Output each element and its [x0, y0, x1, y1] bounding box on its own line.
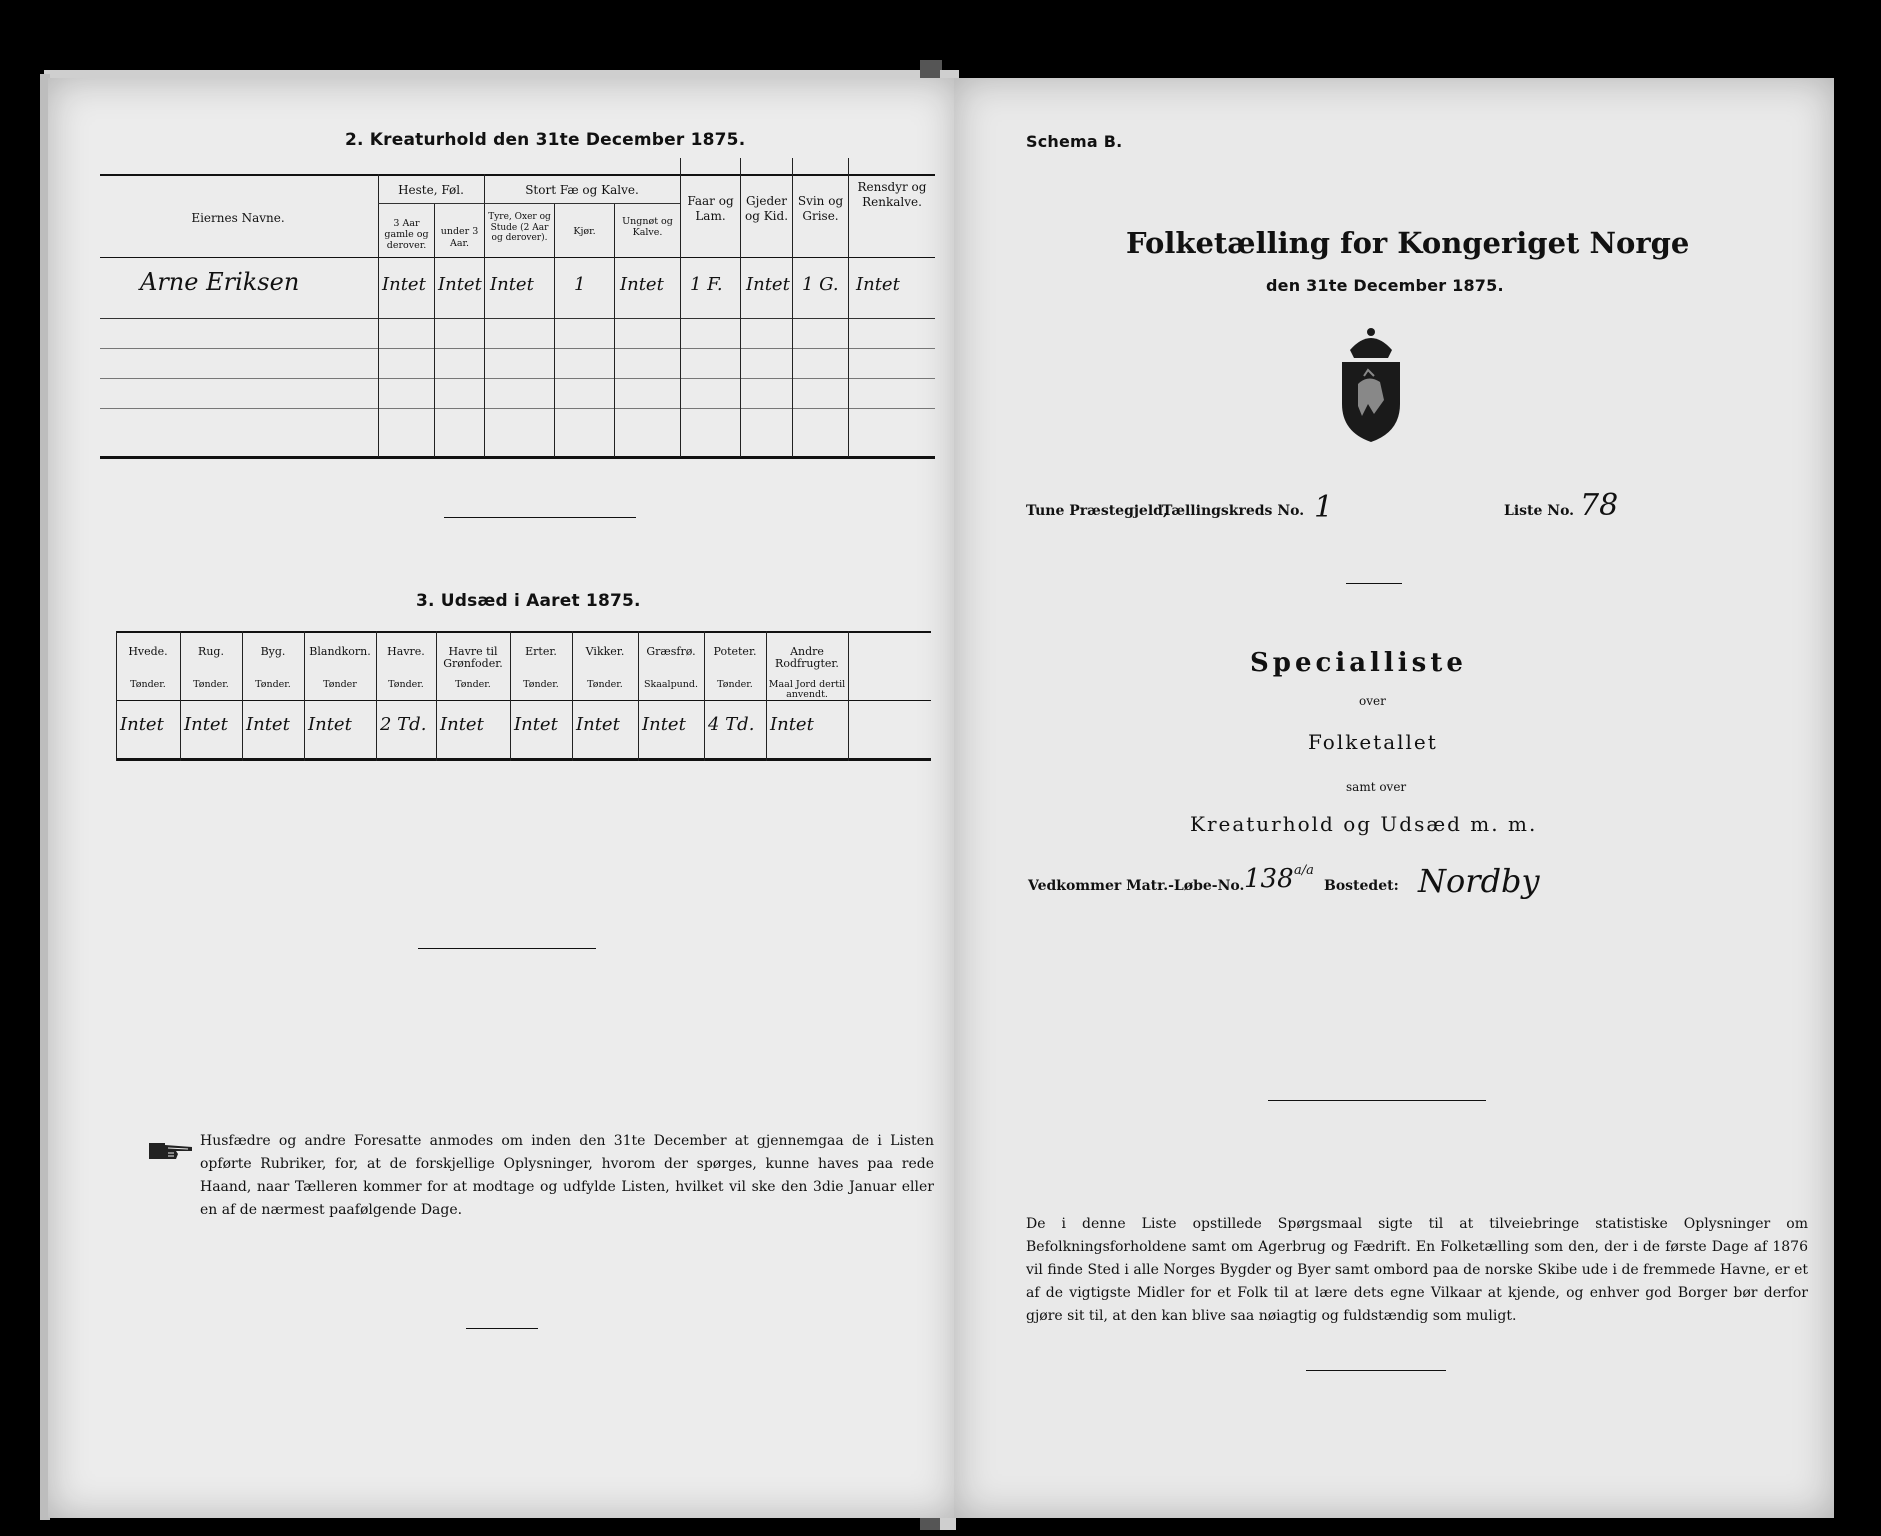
- matr-sub-value: a/a: [1294, 863, 1314, 878]
- s2-value-fae-b: 1: [574, 274, 586, 295]
- s3-top-rule: [116, 631, 931, 633]
- s3-header-unit: Tønder.: [587, 679, 623, 690]
- s3-header-label: Blandkorn.: [309, 645, 371, 658]
- s2-value-fae-c: Intet: [620, 274, 664, 295]
- s2-row-line: [100, 318, 935, 319]
- s3-col-line: [510, 631, 511, 761]
- s3-value: 2 Td.: [380, 714, 427, 735]
- s3-header-unit: Tønder: [323, 679, 357, 690]
- special-title: Specialliste: [1250, 648, 1467, 678]
- s2-header-owner: Eiernes Navne.: [191, 211, 285, 225]
- s3-header-rule: [116, 700, 931, 701]
- s3-col-line: [376, 631, 377, 761]
- matr-value: 138: [1244, 864, 1294, 894]
- s2-header-fae: Stort Fæ og Kalve.: [525, 183, 639, 197]
- s2-header-rensdyr: Rensdyr og Renkalve.: [857, 180, 927, 209]
- s2-header-rule: [100, 257, 935, 258]
- s3-header-unit: Tønder.: [130, 679, 166, 690]
- s3-header-label: Havre.: [387, 645, 425, 658]
- s3-header-unit: Tønder.: [523, 679, 559, 690]
- s3-header-unit: Maal Jord dertil anvendt.: [768, 679, 846, 700]
- s2-row-line: [100, 348, 935, 349]
- s3-header-label: Rug.: [198, 645, 224, 658]
- s2-col-line: [614, 203, 615, 457]
- s3-header-unit: Skaalpund.: [643, 679, 699, 690]
- s3-header-label: Poteter.: [713, 645, 757, 658]
- s3-value: Intet: [514, 714, 558, 735]
- s3-value: Intet: [308, 714, 352, 735]
- samt-over-label: samt over: [1346, 780, 1407, 794]
- schema-label: Schema B.: [1026, 132, 1123, 151]
- left-page: [48, 78, 958, 1518]
- s3-value: Intet: [246, 714, 290, 735]
- matr-label: Vedkommer Matr.-Løbe-No.: [1028, 878, 1245, 894]
- s3-header-label: Erter.: [525, 645, 557, 658]
- separator-rule: [418, 948, 596, 949]
- s3-col-line: [766, 631, 767, 761]
- bosted-value: Nordby: [1418, 862, 1540, 900]
- s3-col-line: [848, 631, 849, 761]
- s2-header-fae-b: Kjør.: [573, 226, 596, 237]
- s2-value-rensdyr: Intet: [856, 274, 900, 295]
- s2-header-fae-c: Ungnøt og Kalve.: [622, 216, 673, 238]
- s2-value-svin: 1 G.: [802, 274, 839, 295]
- s3-col-line: [436, 631, 437, 761]
- s2-header-faar: Faar og Lam.: [687, 194, 734, 223]
- pointing-hand-icon: [148, 1138, 196, 1164]
- s2-value-fae-a: Intet: [490, 274, 534, 295]
- s3-header-label: Hvede.: [128, 645, 168, 658]
- s3-header-unit: Tønder.: [455, 679, 491, 690]
- s3-value: 4 Td.: [708, 714, 755, 735]
- over-label: over: [1359, 694, 1386, 708]
- s2-bottom-rule: [100, 456, 935, 459]
- s3-col-line: [572, 631, 573, 761]
- s3-col-line: [180, 631, 181, 761]
- s2-col-line: [554, 203, 555, 457]
- prestegjeld-label: Tune Præstegjeld,: [1026, 503, 1168, 519]
- s2-header-svin: Svin og Grise.: [797, 194, 844, 223]
- liste-label: Liste No.: [1504, 503, 1575, 519]
- s2-row-line: [100, 378, 935, 379]
- kreds-value: 1: [1314, 490, 1334, 525]
- s2-header-fae-a: Tyre, Oxer og Stude (2 Aar og derover).: [488, 212, 551, 243]
- s3-header-label: Byg.: [260, 645, 286, 658]
- main-title: Folketælling for Kongeriget Norge: [1126, 226, 1690, 260]
- s3-value: Intet: [770, 714, 814, 735]
- section2-title: 2. Kreaturhold den 31te December 1875.: [345, 130, 746, 150]
- s2-top-rule: [100, 174, 935, 176]
- s2-subheader-line: [378, 203, 680, 204]
- s3-header-label: Græsfrø.: [646, 645, 696, 658]
- s3-header-label: Andre Rodfrugter.: [775, 645, 839, 670]
- section3-title: 3. Udsæd i Aaret 1875.: [416, 591, 641, 611]
- separator-rule: [1346, 583, 1402, 584]
- s2-value-faar: 1 F.: [690, 274, 723, 295]
- s3-value: Intet: [642, 714, 686, 735]
- main-subtitle: den 31te December 1875.: [1266, 276, 1504, 295]
- s3-col-line: [116, 631, 117, 761]
- s3-col-line: [704, 631, 705, 761]
- s3-header-unit: Tønder.: [388, 679, 424, 690]
- s2-value-heste-a: Intet: [382, 274, 426, 295]
- bosted-label: Bostedet:: [1324, 878, 1399, 894]
- s3-bottom-rule: [116, 758, 931, 761]
- s3-value: Intet: [184, 714, 228, 735]
- s2-col-line: [378, 174, 379, 457]
- s2-header-heste: Heste, Føl.: [398, 183, 464, 197]
- separator-rule: [1306, 1370, 1446, 1371]
- s2-value-heste-b: Intet: [438, 274, 482, 295]
- footer-text: De i denne Liste opstillede Spørgsmaal sigte til at tilveiebringe statistiske Oplysninger om Befolkningsforholdene samt om Agerbrug og Fædrift. En Folketælling som den, der i de første Dage af 1876 vil finde Sted i alle Norges Bygder og Byer samt ombord paa de norske Skibe ude i de fremmede Havne, er et af de vigtigste Midler for et Folk til at lære dets egne Vilkaar at kjende, og enhver god Borger bør derfor gjøre sit til, at den kan blive saa nøiagtig og fuldstændig som muligt.: [1026, 1216, 1808, 1324]
- s3-header-label: Havre til Grønfoder.: [443, 645, 503, 670]
- s2-row-line: [100, 408, 935, 409]
- folketallet-label: Folketallet: [1308, 730, 1438, 754]
- s3-header-unit: Tønder.: [717, 679, 753, 690]
- s3-col-line: [638, 631, 639, 761]
- s3-col-line: [304, 631, 305, 761]
- s3-header-unit: Tønder.: [193, 679, 229, 690]
- s2-value-gjeder: Intet: [746, 274, 790, 295]
- s2-header-heste-b: under 3 Aar.: [440, 226, 479, 249]
- s3-value: Intet: [120, 714, 164, 735]
- s2-header-gjeder: Gjeder og Kid.: [744, 194, 789, 223]
- separator-rule: [1268, 1100, 1486, 1101]
- kreds-label: Tællingskreds No.: [1162, 503, 1305, 519]
- s2-owner-name: Arne Eriksen: [140, 268, 300, 296]
- s2-header-heste-a: 3 Aar gamle og derover.: [384, 218, 429, 251]
- s3-header-unit: Tønder.: [255, 679, 291, 690]
- coat-of-arms-icon: [1328, 324, 1414, 444]
- right-page: [954, 78, 1834, 1518]
- s3-col-line: [242, 631, 243, 761]
- liste-value: 78: [1580, 488, 1619, 523]
- s3-value: Intet: [440, 714, 484, 735]
- s3-value: Intet: [576, 714, 620, 735]
- notice-text: Husfædre og andre Foresatte anmodes om inden den 31te December at gjennemgaa de i Listen opførte Rubriker, for, at de forskjellige Oplysninger, hvorom der spørges, kunne haves paa rede Haand, naar Tælleren kommer for at modtage og udfylde Listen, hvilket vil ske den 3die Januar eller en af de nærmest paafølgende Dage.: [200, 1133, 934, 1218]
- s3-header-label: Vikker.: [585, 645, 625, 658]
- separator-rule: [466, 1328, 538, 1329]
- separator-rule: [444, 517, 636, 518]
- kreaturhold-label: Kreaturhold og Udsæd m. m.: [1190, 812, 1538, 836]
